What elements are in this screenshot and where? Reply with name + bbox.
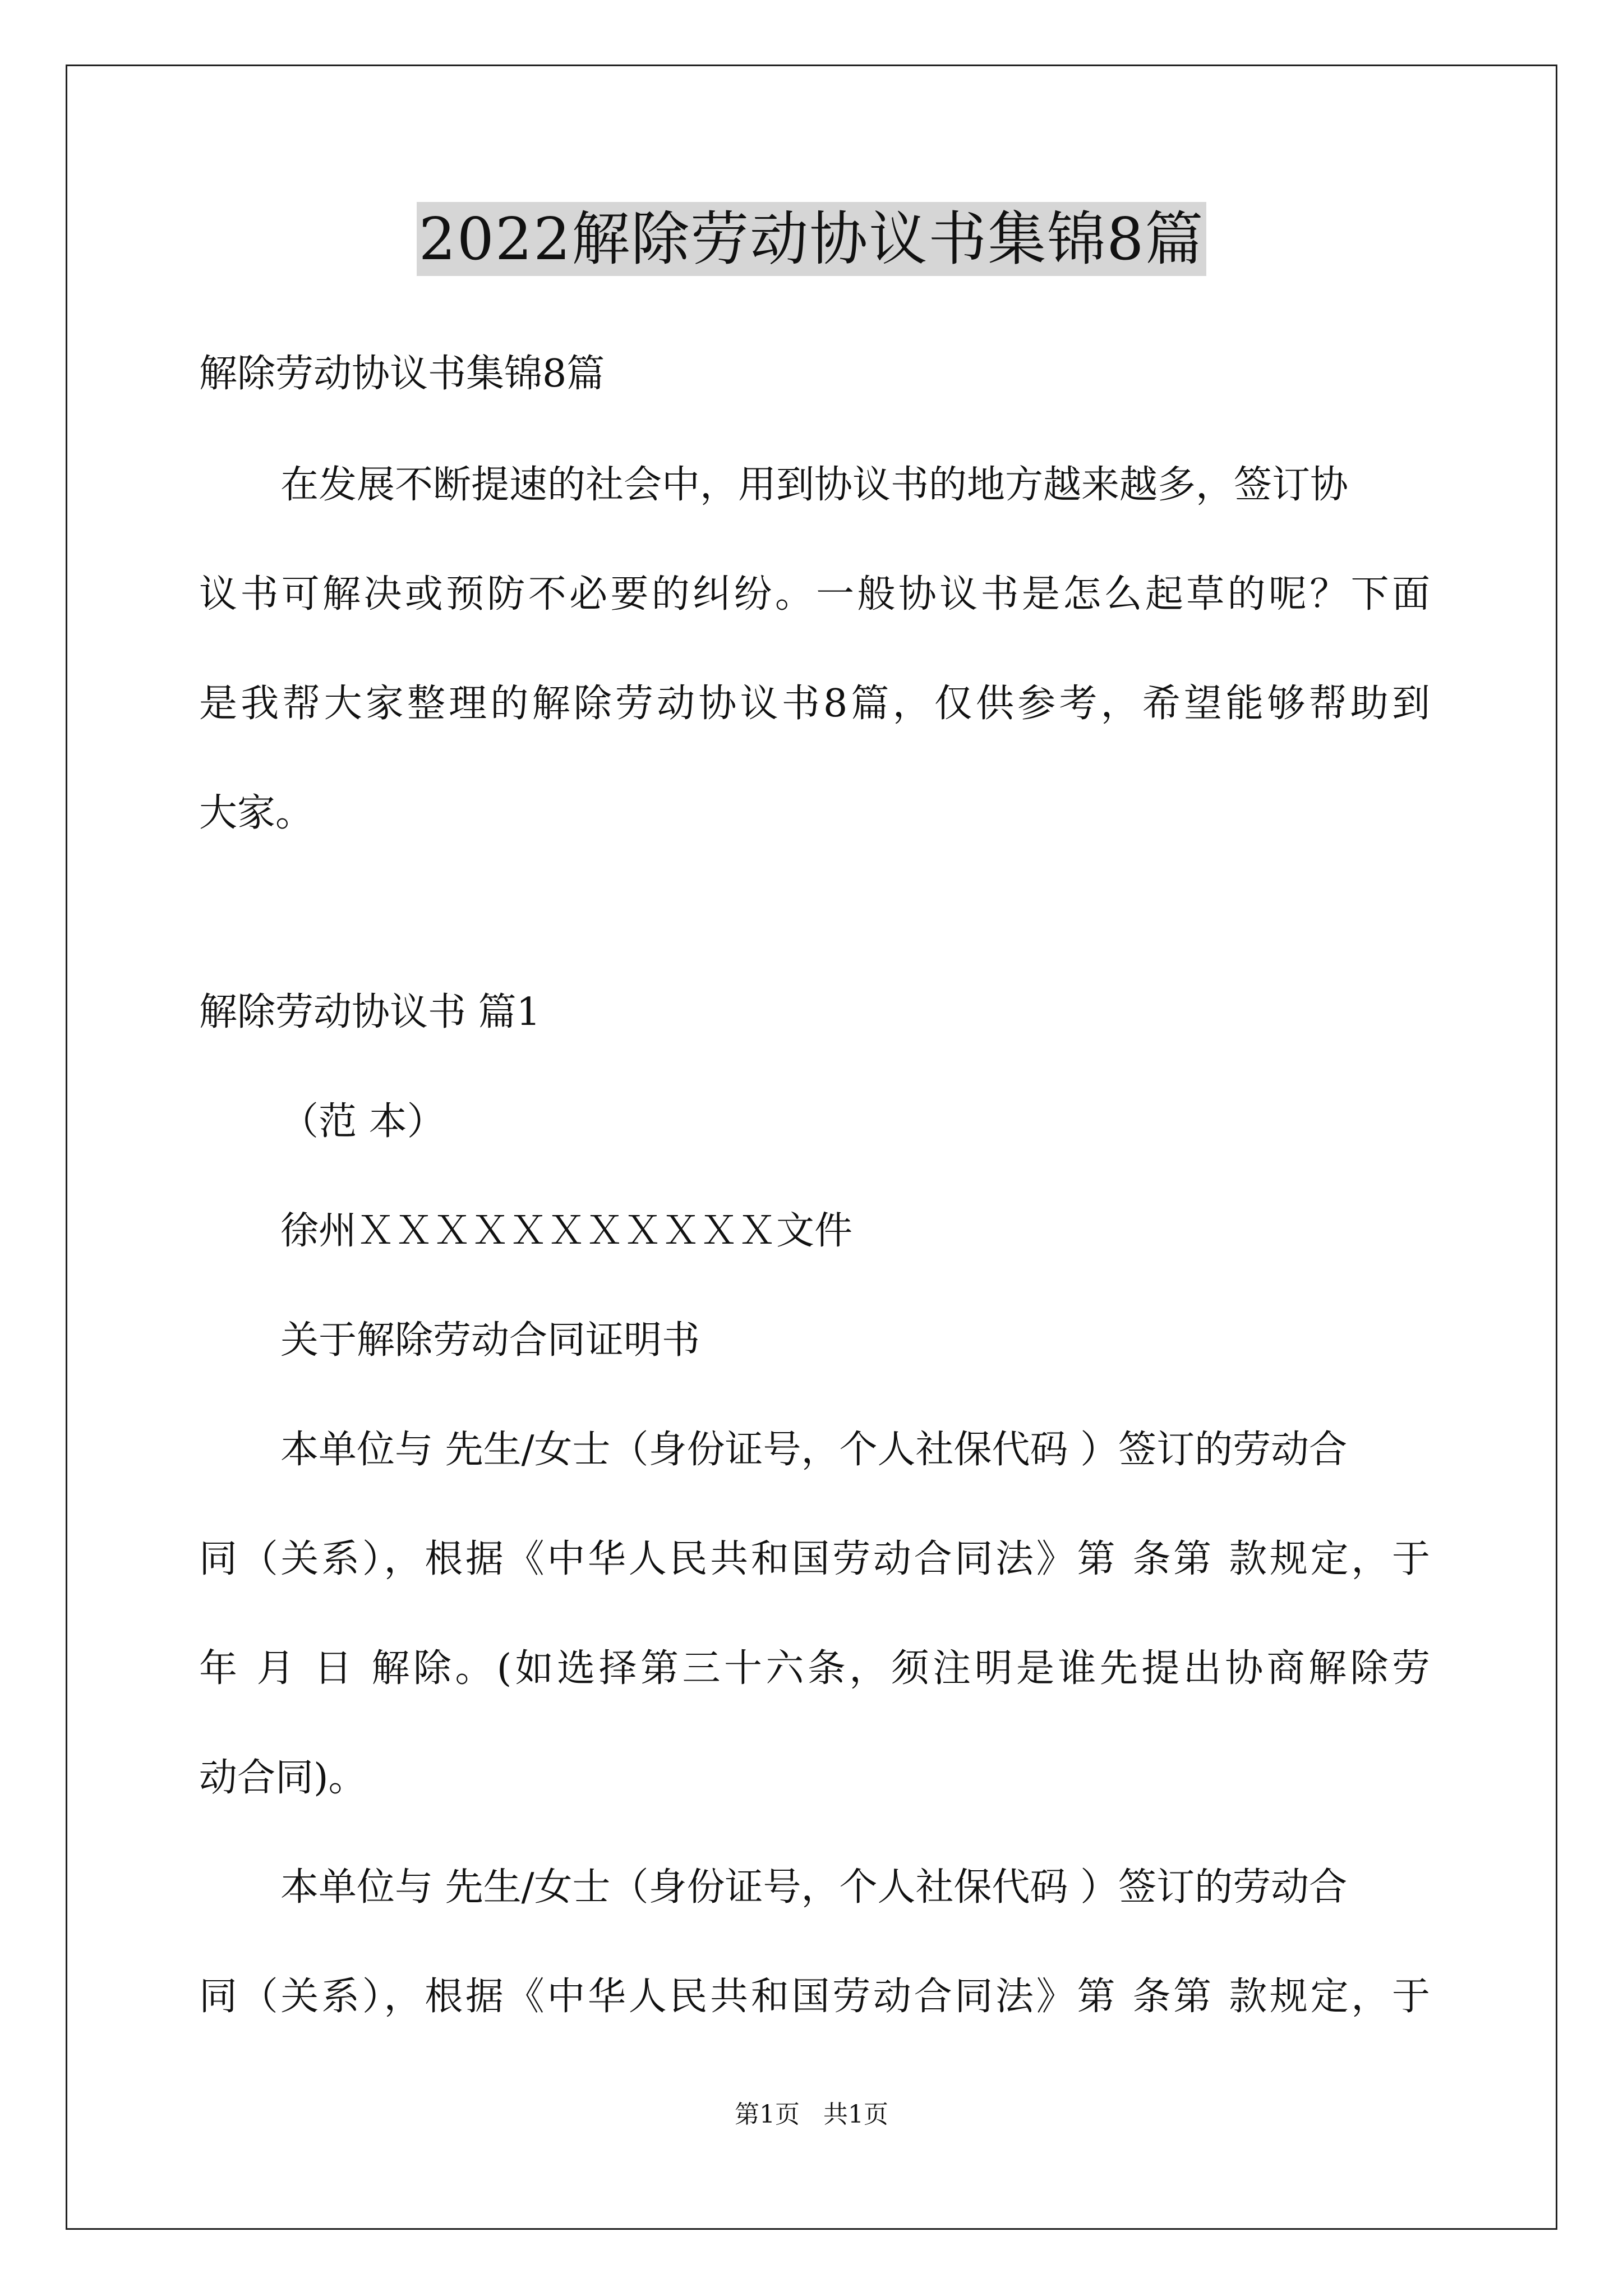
intro-line-3: 是我帮大家整理的解除劳动协议书8篇，仅供参考，希望能够帮助到 — [199, 682, 1430, 726]
paragraph-a-line-1: 本单位与 先生/女士（身份证号，个人社保代码 ）签订的劳动合 — [280, 1428, 1348, 1472]
page-footer: 第1页 共1页 — [735, 2100, 888, 2129]
subtitle-line: 解除劳动协议书集锦8篇 — [199, 352, 605, 396]
intro-line-4: 大家。 — [199, 791, 314, 835]
paragraph-b-line-2: 同（关系），根据《中华人民共和国劳动合同法》第 条第 款规定，于 — [199, 1975, 1430, 2019]
certificate-title: 关于解除劳动合同证明书 — [280, 1318, 700, 1363]
document-issuer: 徐州ＸＸＸＸＸＸＸＸＸＸＸ文件 — [280, 1209, 853, 1253]
intro-line-1: 在发展不断提速的社会中，用到协议书的地方越来越多，签订协 — [280, 463, 1349, 507]
document-title: 2022解除劳动协议书集锦8篇 — [417, 202, 1207, 276]
document-body — [199, 0, 1430, 2296]
paragraph-a-line-2: 同（关系），根据《中华人民共和国劳动合同法》第 条第 款规定，于 — [199, 1537, 1430, 1581]
section-heading: 解除劳动协议书 篇1 — [199, 990, 541, 1034]
paragraph-a-line-4: 动合同)。 — [199, 1756, 367, 1800]
paragraph-b-line-1: 本单位与 先生/女士（身份证号，个人社保代码 ）签订的劳动合 — [280, 1865, 1348, 1910]
paragraph-a-line-3: 年 月 日 解除。(如选择第三十六条，须注明是谁先提出协商解除劳 — [199, 1646, 1430, 1691]
template-label: （范 本） — [280, 1099, 445, 1144]
intro-line-2: 议书可解决或预防不必要的纠纷。一般协议书是怎么起草的呢？下面 — [199, 572, 1430, 616]
